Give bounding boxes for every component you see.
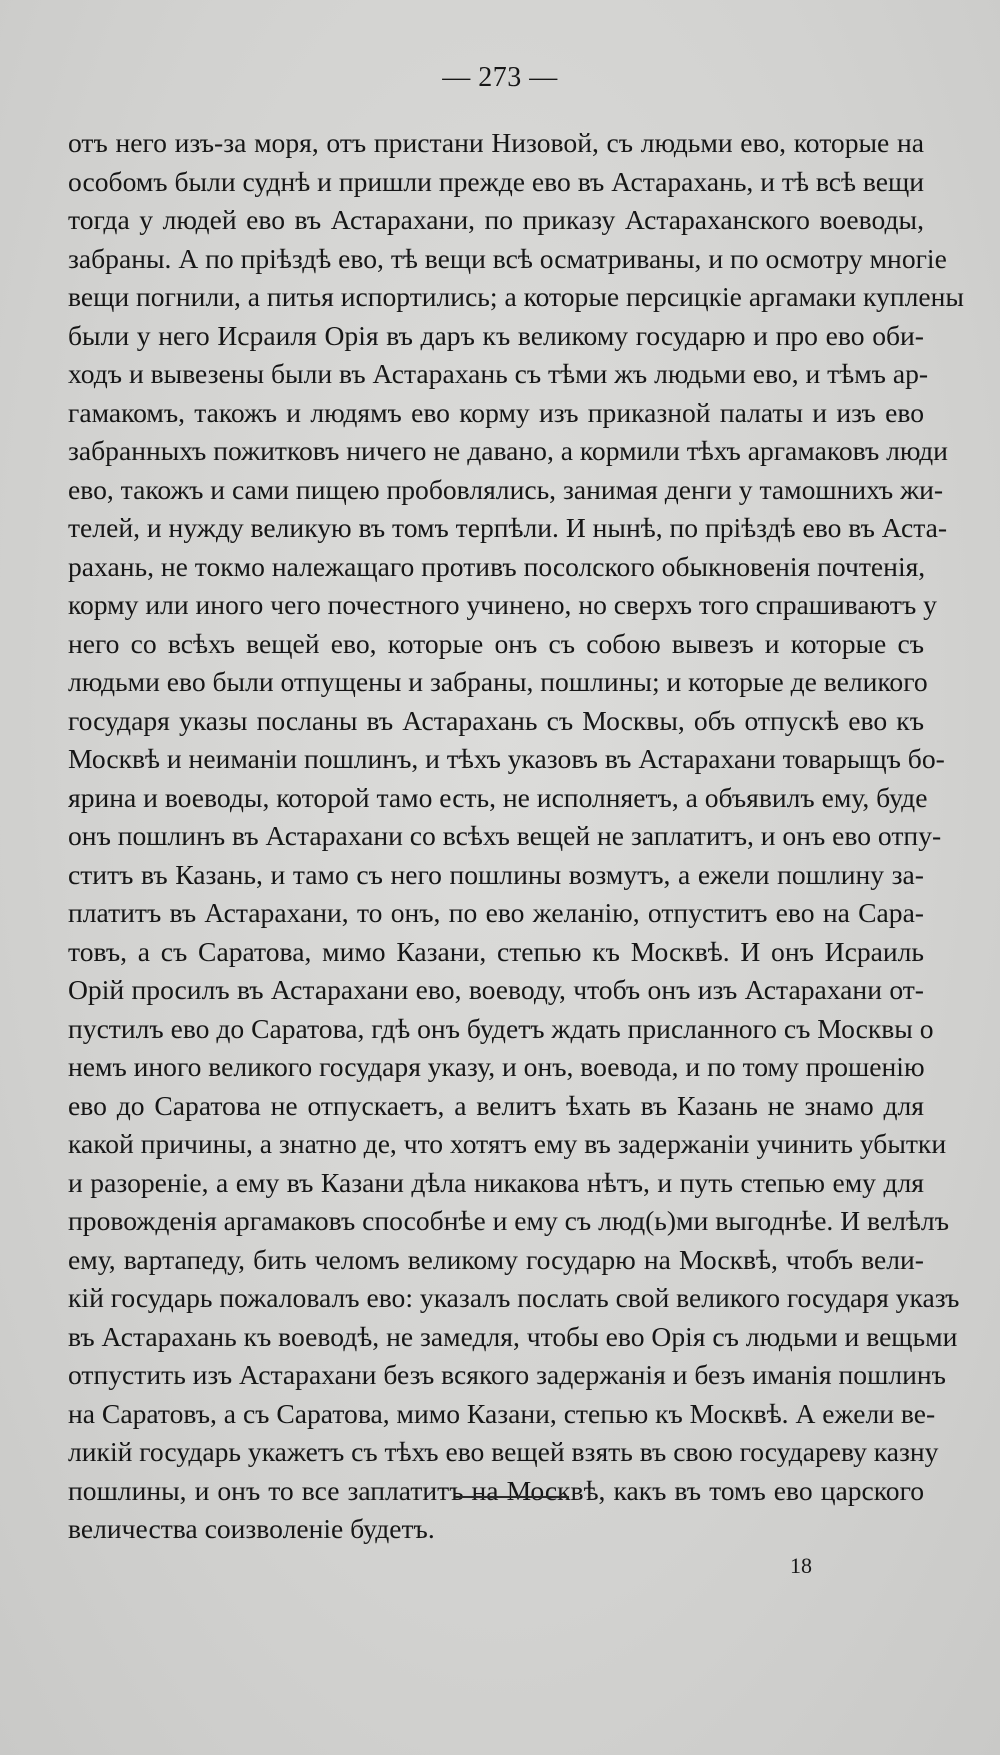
text-line: пошлины, и онъ то все заплатитъ на Москвѣ, какъ въ томъ ево царского [68,1474,924,1506]
text-line-last: величества соизволеніе будетъ. [68,1513,435,1544]
text-line: ститъ въ Казань, и тамо съ него пошлины возмутъ, а ежели пошлину за- [68,858,924,890]
text-line: телей, и нужду великую въ томъ терпѣли. И нынѣ, по пріѣздѣ ево въ Аста- [68,512,948,543]
text-line: ярина и воеводы, которой тамо есть, не исполняетъ, а объявилъ ему, буде [68,781,928,813]
text-line: товъ, а съ Саратова, мимо Казани, степью къ Москвѣ. И онъ Исраиль [68,935,924,967]
text-line: отпустить изъ Астарахани безъ всякого задержанія и безъ иманія пошлинъ [68,1359,946,1390]
text-line: ходъ и вывезены были въ Астарахань съ тѣми жъ людьми ево, и тѣмъ ар- [68,358,929,389]
text-line: платитъ въ Астарахани, то онъ, по ево желанію, отпуститъ ево на Сара- [68,897,924,928]
text-line: государя указы посланы въ Астарахань съ Москвы, объ отпускѣ ево къ [68,704,924,736]
text-line: людьми ево были отпущены и забраны, пошлины; и которые де великого [68,666,928,697]
text-line: ему, вартапеду, бить челомъ великому государю на Москвѣ, чтобъ вели- [68,1243,924,1275]
signature-mark: 18 [790,1553,812,1578]
text-line: и разореніе, а ему въ Казани дѣла никакова нѣтъ, и путь степью ему для [68,1166,924,1198]
text-line: особомъ были суднѣ и пришли прежде ево въ Астарахань, и тѣ всѣ вещи [68,165,924,197]
text-line: корму или иного чего почестного учинено, но сверхъ того спрашиваютъ у [68,589,937,620]
text-line: Орій просилъ въ Астарахани ево, воеводу, чтобъ онъ изъ Астарахани от- [68,974,924,1005]
text-line: тогда у людей ево въ Астарахани, по приказу Астараханского воеводы, [68,204,924,235]
text-line: пустилъ ево до Саратова, гдѣ онъ будетъ ждать присланного съ Москвы о [68,1012,934,1044]
text-line: забранныхъ пожитковъ ничего не давано, а кормили тѣхъ аргамаковъ люди [68,435,948,466]
text-line: кій государь пожаловалъ ево: указалъ послать свой великого государя указъ [68,1282,960,1313]
text-line: ево, такожъ и сами пищею пробовлялись, занимая денги у тамошнихъ жи- [68,473,944,505]
text-line: рахань, не токмо належащаго противъ посолского обыкновенія почтенія, [68,550,926,582]
text-line: въ Астарахань къ воеводѣ, не замедля, чтобы ево Орія съ людьми и вещьми [68,1320,958,1352]
text-line: были у него Исраиля Орія въ даръ къ великому государю и про ево оби- [68,319,924,351]
body-text [68,124,964,1549]
text-line: немъ иного великого государя указу, и онъ, воевода, и по тому прошенію [68,1051,925,1082]
text-line: забраны. А по пріѣздѣ ево, тѣ вещи всѣ осматриваны, и по осмотру многіе [68,242,947,274]
text-line: какой причины, а знатно де, что хотятъ ему въ задержаніи учинить убытки [68,1128,947,1159]
text-line: гамакомъ, такожъ и людямъ ево корму изъ приказной палаты и изъ ево [68,396,924,428]
text-line: отъ него изъ-за моря, отъ пристани Низовой, съ людьми ево, которые на [68,127,924,158]
text-line: на Саратовъ, а съ Саратова, мимо Казани, степью къ Москвѣ. А ежели ве- [68,1397,936,1429]
text-line: Москвѣ и неиманіи пошлинъ, и тѣхъ указовъ въ Астарахани товарыщъ бо- [68,743,945,774]
text-line: провожденія аргамаковъ способнѣе и ему съ люд(ь)ми выгоднѣе. И велѣлъ [68,1205,949,1236]
end-rule [455,1496,569,1498]
text-line: него со всѣхъ вещей ево, которые онъ съ собою вывезъ и которые съ [68,627,924,659]
text-line: ево до Саратова не отпускаетъ, а велитъ ѣхать въ Казань не знамо для [68,1089,924,1121]
text-line: онъ пошлинъ въ Астарахани со всѣхъ вещей не заплатитъ, и онъ ево отпу- [68,820,942,851]
text-line: ликій государь укажетъ съ тѣхъ ево вещей взять въ свою государеву казну [68,1436,939,1467]
page-number: — 273 — [442,62,558,93]
text-line: вещи погнили, а питья испортились; а которые персицкіе аргамаки куплены [68,281,964,312]
